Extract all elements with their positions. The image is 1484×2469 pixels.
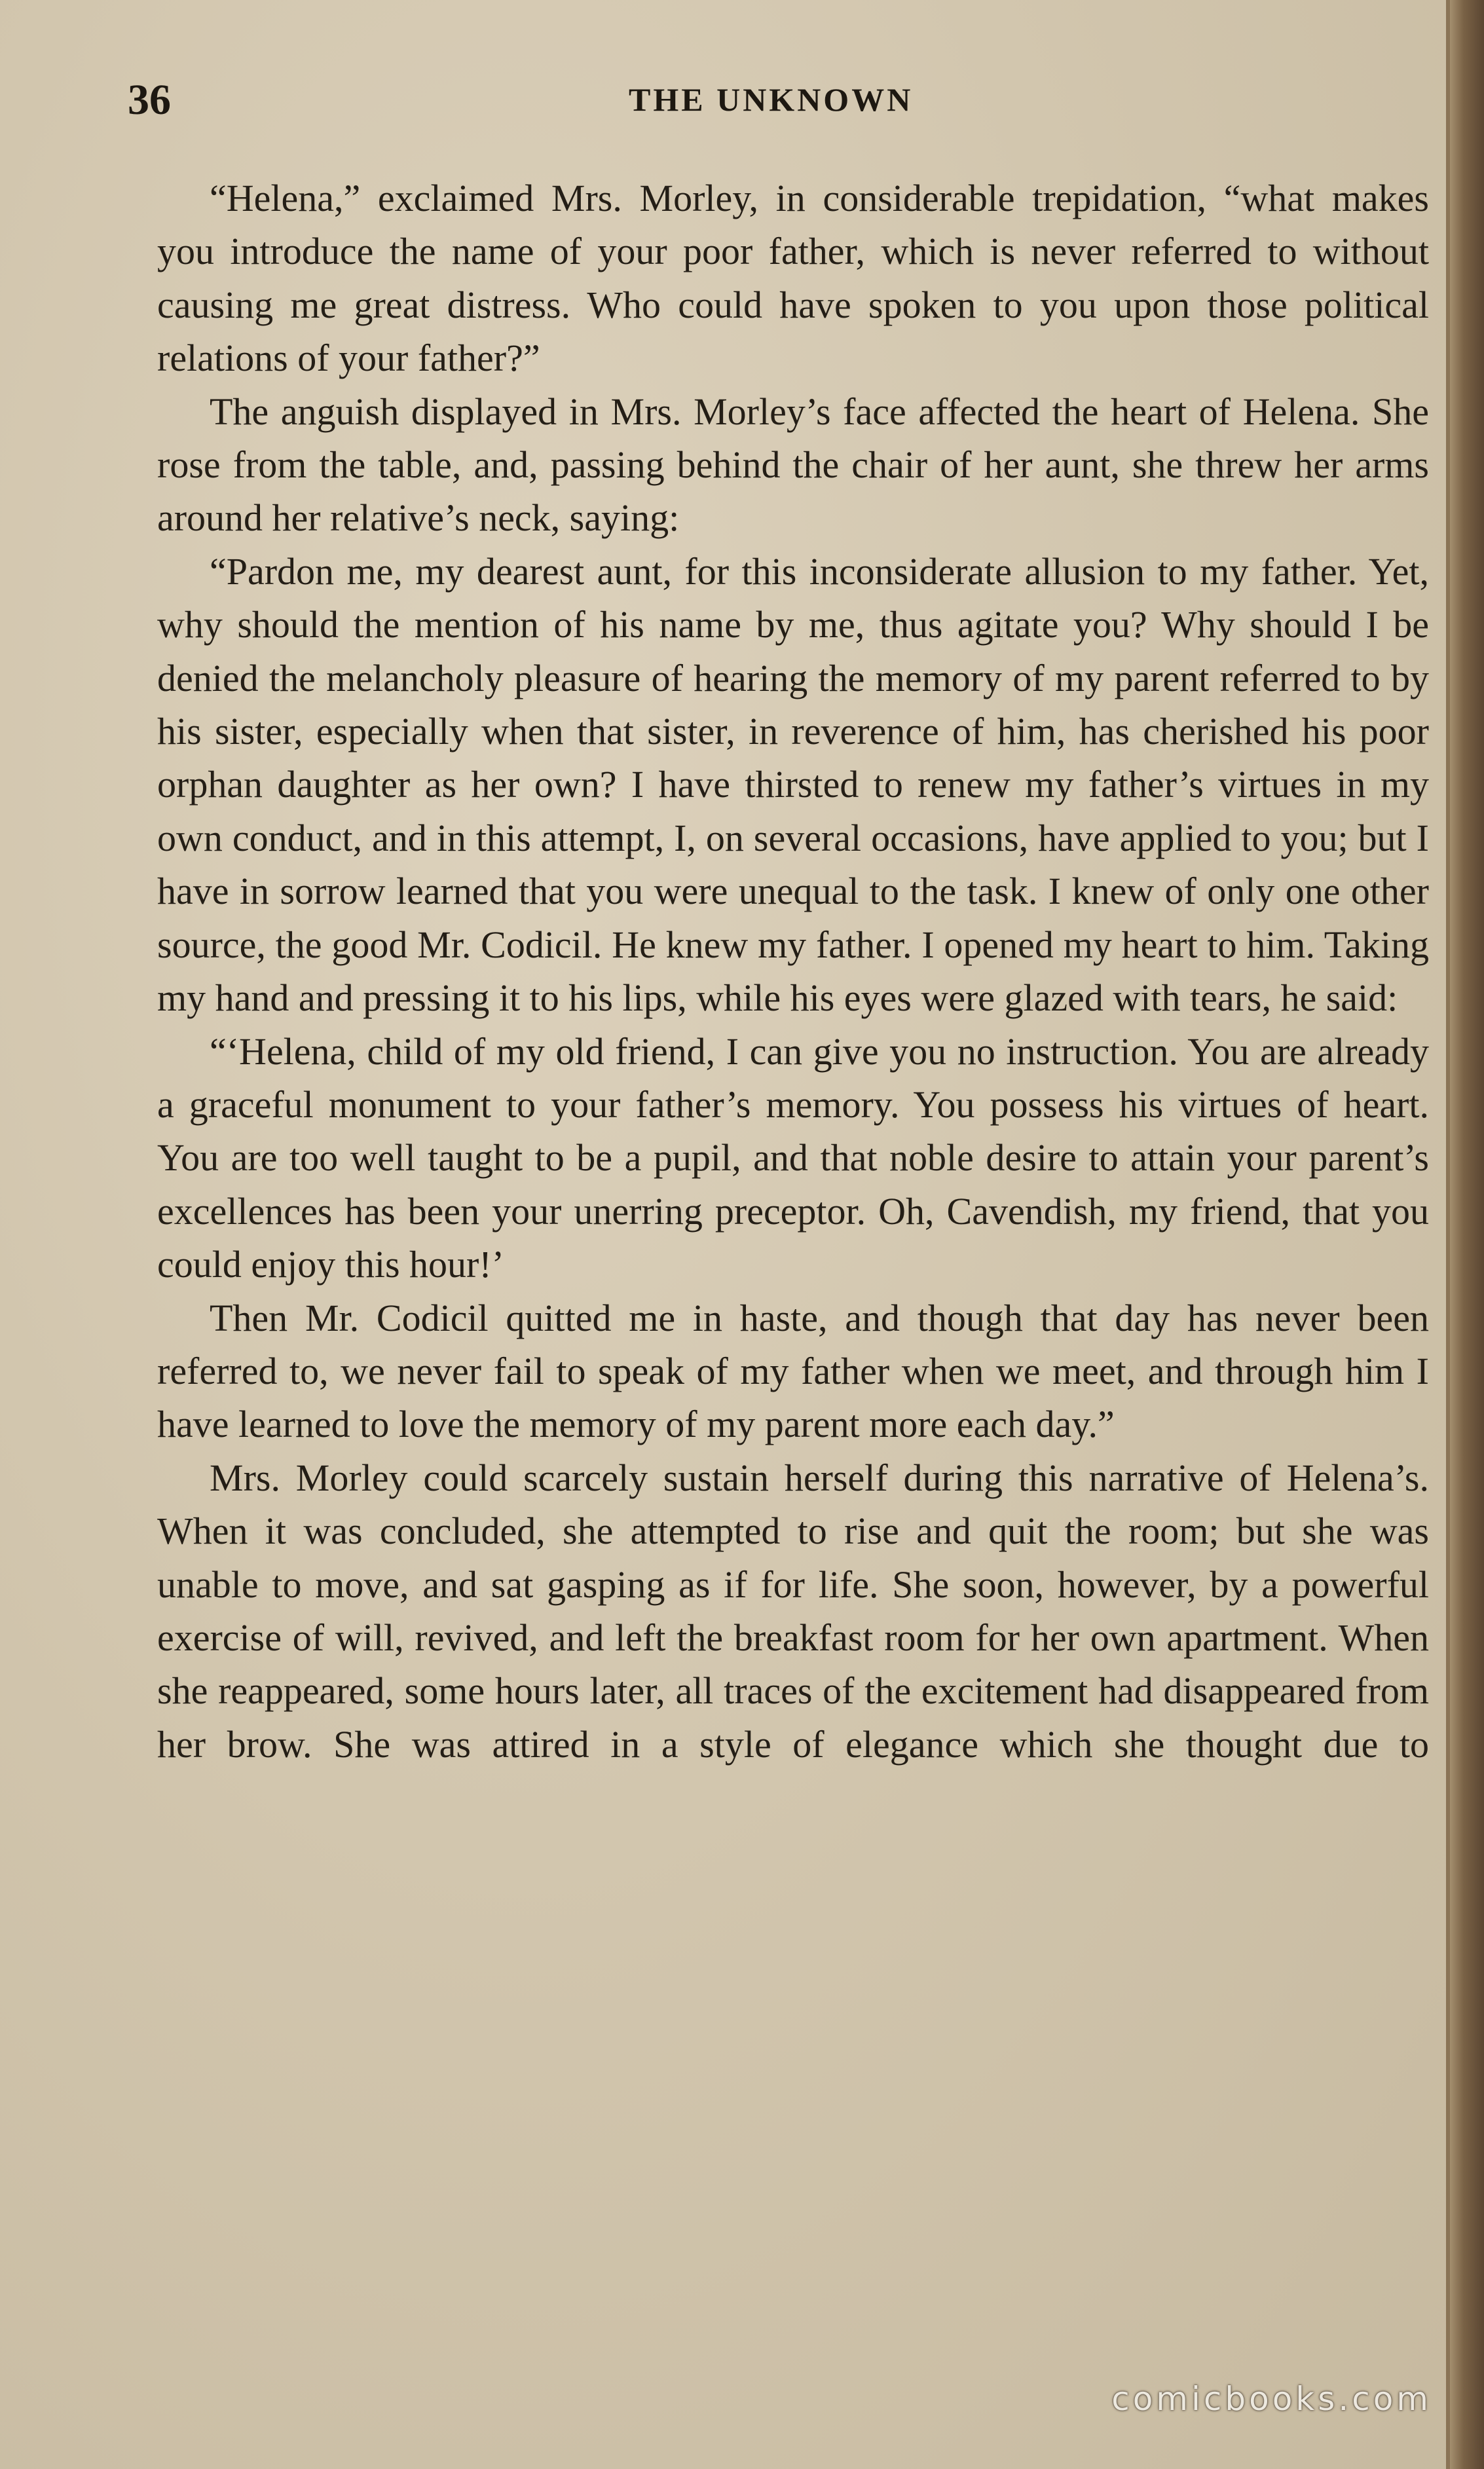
body-text [157,172,1429,1771]
site-watermark: comicbooks.com [1111,2380,1432,2418]
page-header [0,69,1441,124]
running-title: THE UNKNOWN [629,81,914,118]
paragraph: The anguish displayed in Mrs. Morley’s face affected the heart of Helena. She rose from the table, and, passing behind the chair of her aunt, she threw her arms around her relative’s neck, saying: [157,390,1429,540]
paragraph: Mrs. Morley could scarcely sustain herself during this narrative of Helena’s. When it was concluded, she attempted to rise and quit the room; but she was unable to move, and sat gasping as if for life. She soon, however, by a powerful exercise of will, revived, and left the breakfast room for her own apartment. When she reappeared, some hours later, all traces of the excitement had disappeared from her brow. She was attired in a style of elegance which she thought due to [157,1456,1429,1766]
paragraph: “‘Helena, child of my old friend, I can give you no instruction. You are already a graceful monument to your father’s memory. You possess his virtues of heart. You are too well taught to be a pupil, and that noble desire to attain your parent’s excellences has been your unerring preceptor. Oh, Cavendish, my friend, that you could enjoy this hour!’ [157,1030,1429,1286]
paragraph: Then Mr. Codicil quitted me in haste, and though that day has never been referred to, we never fail to speak of my father when we meet, and through him I have learned to love the memory of my parent more each day.” [157,1296,1429,1446]
page-number: 36 [128,76,171,124]
book-spine-edge [1450,0,1484,2469]
paragraph: “Helena,” exclaimed Mrs. Morley, in considerable trepidation, “what makes you introduce the name of your poor father, which is never referred to without causing me great distress. Who could have spoken to you upon those political relations of your father?” [157,177,1429,380]
paragraph: “Pardon me, my dearest aunt, for this inconsiderate allusion to my father. Yet, why should the mention of his name by me, thus agitate you? Why should I be denied the melancholy pleasure of hearing the memory of my parent referred to by his sister, especially when that sister, in reverence of him, has cherished his poor orphan daughter as her own? I have thirsted to renew my father’s virtues in my own conduct, and in this attempt, I, on several occasions, have applied to you; but I have in sorrow learned that you were unequal to the task. I knew of only one other source, the good Mr. Codicil. He knew my father. I opened my heart to him. Taking my hand and pressing it to his lips, while his eyes were glazed with tears, he said: [157,549,1429,1020]
